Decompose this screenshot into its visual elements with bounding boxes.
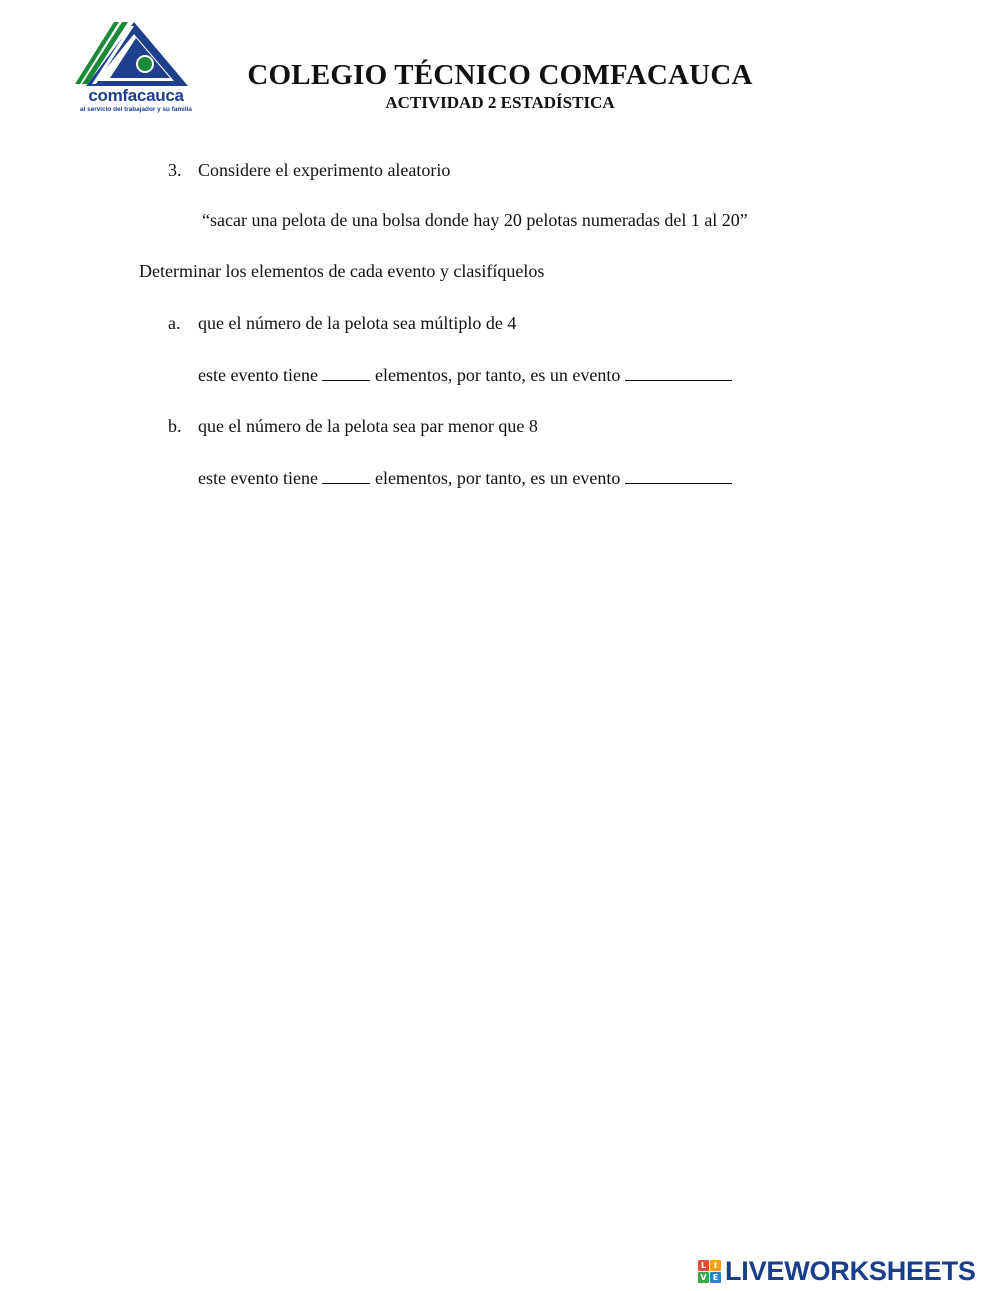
liveworksheets-blocks-icon [698, 1260, 721, 1283]
school-title: COLEGIO TÉCNICO COMFACAUCA [247, 59, 753, 91]
item-a-text: que el número de la pelota sea múltiplo de 4 [198, 313, 517, 333]
lw-block-l: L [698, 1260, 709, 1271]
item-a-answer-middle: elementos, por tanto, es un evento [374, 365, 621, 385]
item-b-line [168, 415, 538, 437]
lw-block-e: E [710, 1272, 721, 1283]
item-b-answer-line [198, 467, 732, 489]
item-b-count-blank[interactable] [322, 467, 370, 484]
activity-title: ACTIVIDAD 2 ESTADÍSTICA [385, 93, 615, 112]
item-a-answer-line [198, 364, 732, 386]
lw-block-i: I [710, 1260, 721, 1271]
item-b-answer-middle: elementos, por tanto, es un evento [374, 468, 621, 488]
lw-block-v: V [698, 1272, 709, 1283]
item-a-classification-blank[interactable] [625, 364, 732, 381]
item-a-answer-prefix: este evento tiene [198, 365, 318, 385]
item-b-text: que el número de la pelota sea par menor que 8 [198, 416, 538, 436]
liveworksheets-brand [698, 1257, 976, 1285]
logo-brand-text: comfacauca [88, 86, 184, 105]
item-a-marker: a. [168, 313, 181, 333]
item-a-line [168, 312, 516, 334]
question-instruction: Determinar los elementos de cada evento y clasifíquelos [139, 261, 545, 281]
item-b-classification-blank[interactable] [625, 467, 732, 484]
question-quote: “sacar una pelota de una bolsa donde hay 20 pelotas numeradas del 1 al 20” [202, 210, 748, 230]
item-b-marker: b. [168, 416, 182, 436]
liveworksheets-wordmark: LIVEWORKSHEETS [725, 1255, 976, 1286]
item-b-answer-prefix: este evento tiene [198, 468, 318, 488]
logo-tagline: al servicio del trabajador y su familia [80, 106, 192, 113]
question-number: 3. [168, 160, 182, 180]
item-a-count-blank[interactable] [322, 364, 370, 381]
question-prompt: Considere el experimento aleatorio [198, 160, 451, 180]
question-prompt-line [168, 159, 450, 181]
